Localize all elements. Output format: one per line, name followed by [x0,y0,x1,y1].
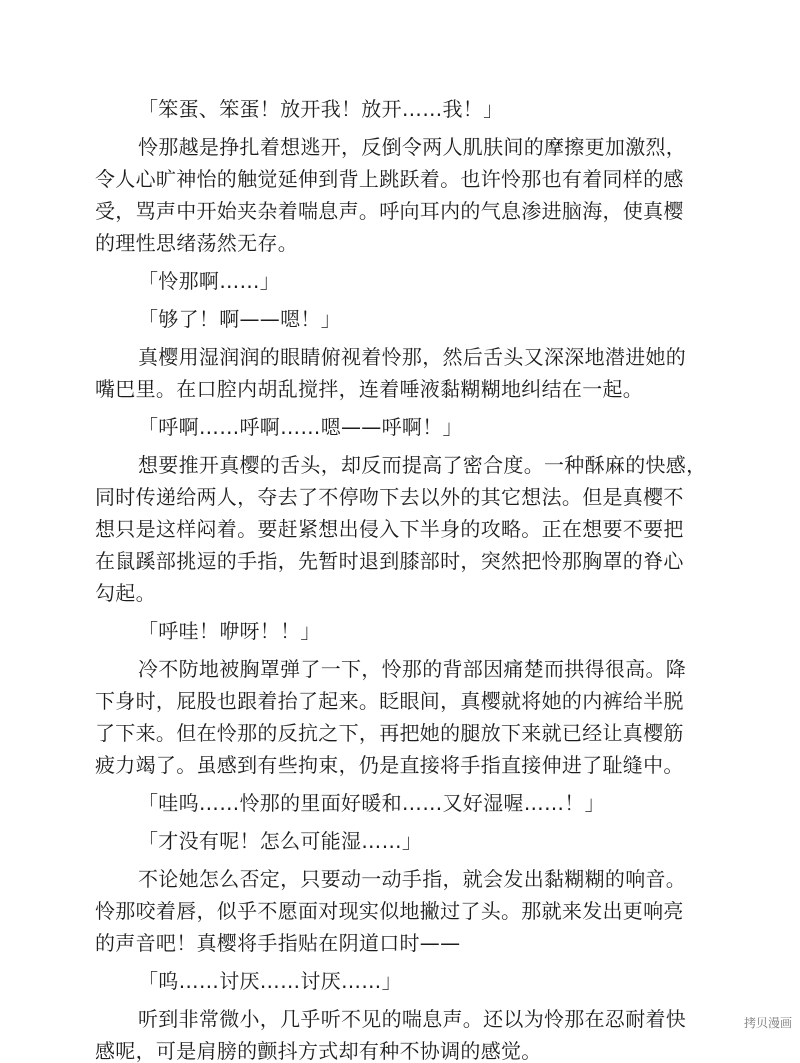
dialogue-line: 「呜……讨厌……讨厌……」 [138,969,402,993]
paragraph-line: 疲力竭了。虽感到有些拘束，仍是直接将手指直接伸进了耻缝中。 [95,753,684,777]
paragraph-line: 勾起。 [95,581,156,605]
paragraph-line: 冷不防地被胸罩弹了一下，怜那的背部因痛楚而拱得很高。降 [138,657,687,681]
paragraph-line: 想只是这样闷着。要赶紧想出侵入下半身的攻略。正在想要不要把 [95,517,684,541]
paragraph-line: 真樱用湿润润的眼睛俯视着怜那，然后舌头又深深地潜进她的 [138,345,687,369]
paragraph-line: 怜那越是挣扎着想逃开，反倒令两人肌肤间的摩擦更加激烈， [138,135,687,159]
dialogue-line: 「呼哇！咿呀！！」 [138,619,321,643]
dialogue-line: 「够了！啊——嗯！」 [138,307,341,331]
dialogue-line: 「笨蛋、笨蛋！放开我！放开……我！」 [138,97,504,121]
paragraph-line: 想要推开真樱的舌头，却反而提高了密合度。一种酥麻的快感， [138,453,707,477]
paragraph-line: 令人心旷神怡的触觉延伸到背上跳跃着。也许怜那也有着同样的感 [95,167,684,191]
paragraph-line: 听到非常微小，几乎听不见的喘息声。还以为怜那在忍耐着快 [138,1007,687,1031]
dialogue-line: 「怜那啊……」 [138,269,281,293]
paragraph-line: 下身时，屁股也跟着抬了起来。眨眼间，真樱就将她的内裤给半脱 [95,689,684,713]
paragraph-line: 的理性思绪荡然无存。 [95,231,298,255]
dialogue-line: 「呼啊……呼啊……嗯——呼啊！」 [138,415,463,439]
paragraph-line: 在鼠蹊部挑逗的手指，先暂时退到膝部时，突然把怜那胸罩的脊心 [95,549,684,573]
paragraph-line: 感呢，可是肩膀的颤抖方式却有种不协调的感觉。 [95,1039,542,1063]
paragraph-line: 嘴巴里。在口腔内胡乱搅拌，连着唾液黏糊糊地纠结在一起。 [95,377,644,401]
paragraph-line: 同时传递给两人，夺去了不停吻下去以外的其它想法。但是真樱不 [95,485,684,509]
watermark: 拷贝漫画 [743,1016,792,1030]
paragraph-line: 了下来。但在怜那的反抗之下，再把她的腿放下来就已经让真樱筋 [95,721,684,745]
dialogue-line: 「哇呜……怜那的里面好暖和……又好湿喔……！」 [138,791,605,815]
paragraph-line: 的声音吧！真樱将手指贴在阴道口时—— [95,931,461,955]
paragraph-line: 怜那咬着唇，似乎不愿面对现实似地撇过了头。那就来发出更响亮 [95,899,684,923]
paragraph-line: 不论她怎么否定，只要动一动手指，就会发出黏糊糊的响音。 [138,867,687,891]
paragraph-line: 受，骂声中开始夹杂着喘息声。呼向耳内的气息渗进脑海，使真樱 [95,199,684,223]
dialogue-line: 「才没有呢！怎么可能湿……」 [138,829,423,853]
